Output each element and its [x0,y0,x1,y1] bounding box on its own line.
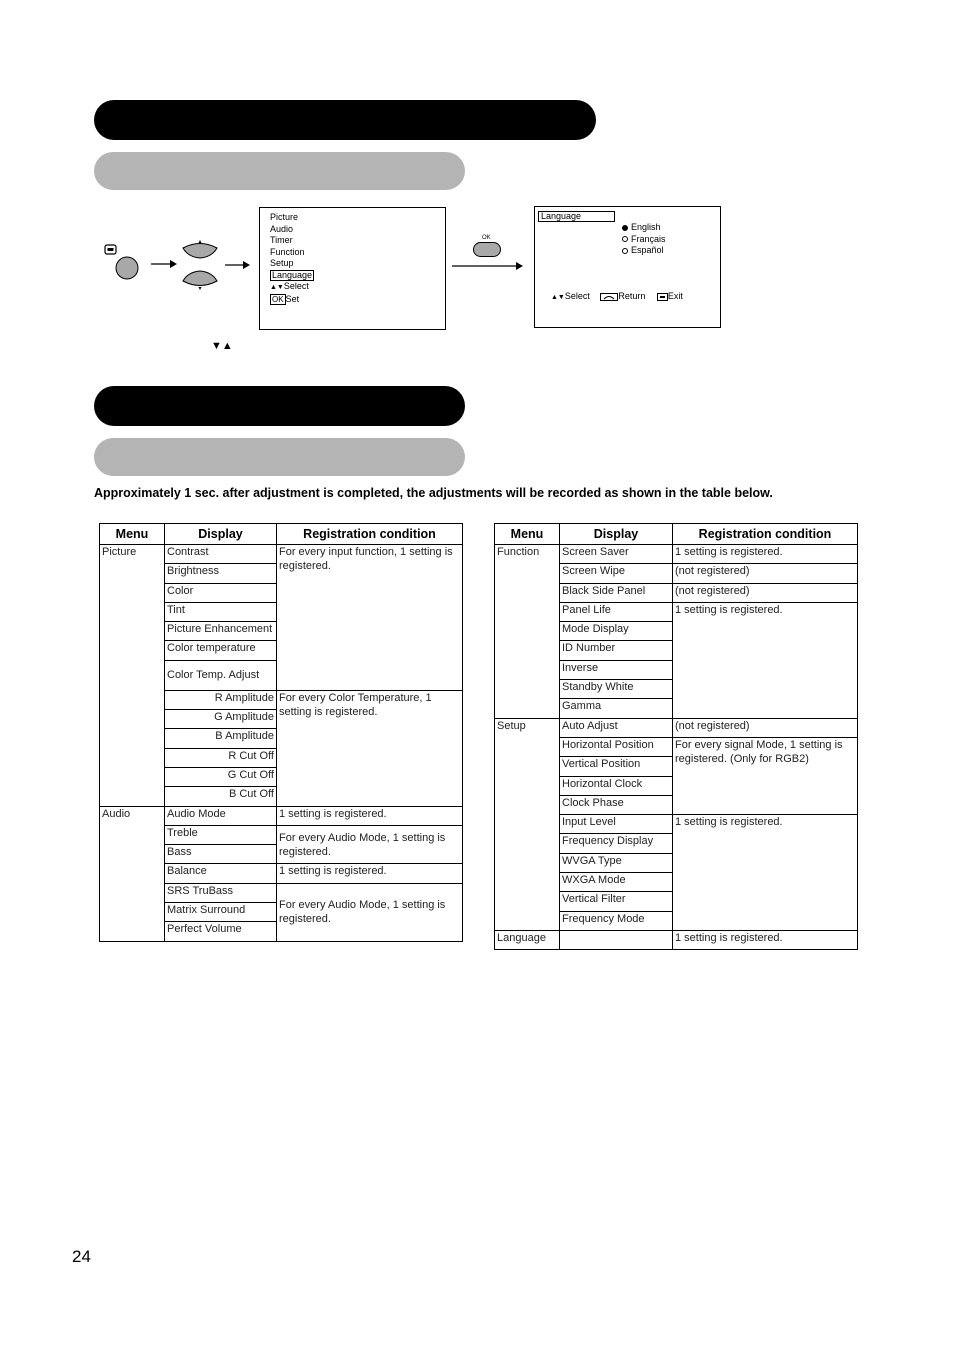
registration-note: Approximately 1 sec. after adjustment is completed, the adjustments will be recorded as shown in the table below. [94,486,773,500]
table-row [495,718,858,737]
header-menu: Menu [100,524,165,545]
condition-cell: (not registered) [673,718,858,737]
display-cell: WVGA Type [560,853,673,872]
menu-icon [105,245,116,254]
display-cell: Input Level [560,815,673,834]
registration-table-right [494,523,858,950]
osd-main-menu [259,207,446,330]
ok-key-label: OK [272,294,284,304]
display-cell: Balance [165,864,277,883]
condition-cell: For every Color Temperature, 1 setting is registered. [277,690,463,806]
language-options [622,222,666,257]
display-cell: Contrast [165,545,277,564]
language-hints: ▲▼Select Return Exit [551,291,683,301]
arrow-right-icon [151,260,177,268]
menu-item-language: Language [272,269,313,280]
table-row [100,806,463,825]
display-cell: Matrix Surround [165,903,277,922]
language-title: Language [538,211,615,222]
display-cell: Vertical Position [560,757,673,776]
menu-button [116,257,138,279]
up-down-arrows-icon: ▲▼ [551,294,565,301]
display-cell: Horizontal Clock [560,776,673,795]
display-cell [560,930,673,949]
radio-selected-icon [622,225,628,231]
arrow-keys-note: ▼▲ [211,340,233,352]
subsection-header-bar [94,438,465,476]
display-cell: Auto Adjust [560,718,673,737]
menu-cell-picture: Picture [100,545,165,807]
display-cell: Inverse [560,660,673,679]
header-display: Display [560,524,673,545]
menu-item-picture: Picture [270,212,299,222]
radio-icon [622,236,628,242]
menu-item-function: Function [270,246,305,257]
subsection-header-bar [94,152,465,190]
display-cell: G Cut Off [165,767,277,786]
display-cell: WXGA Mode [560,873,673,892]
display-cell: Color [165,583,277,602]
display-cell: Vertical Filter [560,892,673,911]
ok-button [473,242,501,257]
table-row [100,545,463,564]
display-cell: Standby White [560,680,673,699]
display-cell: R Amplitude [165,690,277,709]
exit-key-icon [657,293,668,301]
header-condition: Registration condition [673,524,858,545]
display-cell: Screen Wipe [560,564,673,583]
option-english[interactable]: English [622,222,666,234]
display-cell: Color temperature [165,641,277,660]
remote-keys-diagram [100,235,260,295]
display-cell: SRS TruBass [165,883,277,902]
menu-cell-function: Function [495,545,560,719]
condition-cell: 1 setting is registered. [277,864,463,883]
header-condition: Registration condition [277,524,463,545]
display-cell: Brightness [165,564,277,583]
condition-cell: (not registered) [673,564,858,583]
up-down-arrows-icon: ▲▼ [270,284,284,291]
menu-item-setup: Setup [270,258,294,268]
condition-cell: For every input function, 1 setting is registered. [277,545,463,691]
display-cell: Treble [165,825,277,844]
header-display: Display [165,524,277,545]
return-key-icon [600,293,618,301]
condition-cell: (not registered) [673,583,858,602]
menu-item-timer: Timer [270,235,293,245]
display-cell: ID Number [560,641,673,660]
radio-icon [622,248,628,254]
table-header-row [495,524,858,545]
option-espanol[interactable]: Español [622,245,666,257]
display-cell: R Cut Off [165,748,277,767]
condition-cell: 1 setting is registered. [673,930,858,949]
display-cell: Black Side Panel [560,583,673,602]
table-row [495,930,858,949]
ok-button-label: OK [482,235,491,241]
page-number: 24 [72,1247,91,1266]
display-cell: B Amplitude [165,729,277,748]
display-cell: Frequency Display [560,834,673,853]
condition-cell: 1 setting is registered. [673,602,858,718]
menu-cell-setup: Setup [495,718,560,930]
condition-cell: For every signal Mode, 1 setting is registered. (Only for RGB2) [673,737,858,814]
section-header-bar [94,100,596,140]
registration-table-left [99,523,463,942]
display-cell: Clock Phase [560,795,673,814]
display-cell: Color Temp. Adjust [165,660,277,690]
display-cell: Screen Saver [560,545,673,564]
table-row [495,545,858,564]
menu-item-audio: Audio [270,223,294,234]
display-cell: Horizontal Position [560,737,673,756]
table-header-row [100,524,463,545]
display-cell: Gamma [560,699,673,718]
arrow-right-icon [225,261,250,269]
condition-cell: 1 setting is registered. [277,806,463,825]
option-francais[interactable]: Français [622,234,666,246]
menu-cell-audio: Audio [100,806,165,941]
up-down-keys [183,240,217,290]
display-cell: B Cut Off [165,787,277,806]
arrow-right-icon [452,261,527,271]
condition-cell: 1 setting is registered. [673,815,858,931]
display-cell: Frequency Mode [560,911,673,930]
display-cell: Tint [165,602,277,621]
condition-cell: 1 setting is registered. [673,545,858,564]
language-screen [534,206,721,328]
display-cell: Bass [165,845,277,864]
display-cell: Perfect Volume [165,922,277,941]
display-cell: Mode Display [560,622,673,641]
display-cell: Panel Life [560,602,673,621]
section-header-bar [94,386,465,426]
display-cell: Audio Mode [165,806,277,825]
select-hint: Select [283,281,309,291]
condition-cell: For every Audio Mode, 1 setting is registered. [277,883,463,941]
set-hint: Set [285,293,300,304]
display-cell: G Amplitude [165,710,277,729]
menu-cell-language: Language [495,930,560,949]
condition-cell: For every Audio Mode, 1 setting is registered. [277,825,463,864]
display-cell: Picture Enhancement [165,622,277,641]
header-menu: Menu [495,524,560,545]
